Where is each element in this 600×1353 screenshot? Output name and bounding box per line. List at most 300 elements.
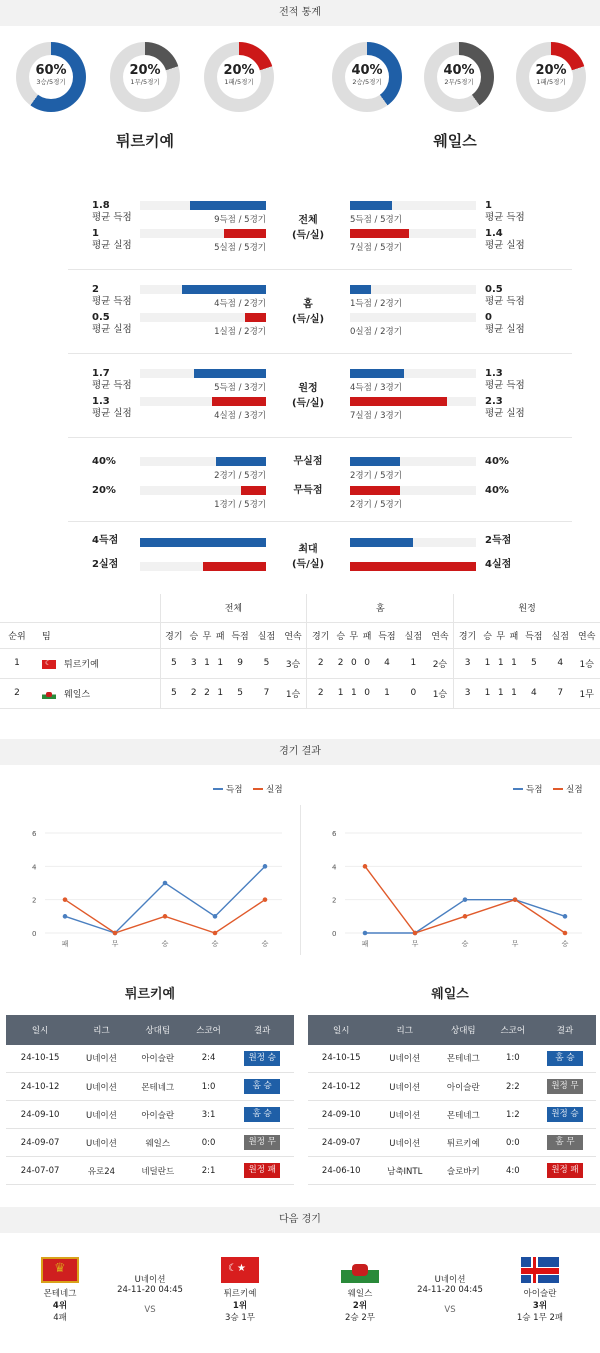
stat-cell: 1 bbox=[507, 678, 520, 708]
results-header: 결과 bbox=[534, 1015, 596, 1045]
result-badge: 원정 승 bbox=[244, 1051, 280, 1066]
column-header: 경기 bbox=[160, 622, 187, 648]
x-tick-label: 무 bbox=[111, 939, 119, 948]
donut-percent: 20% bbox=[129, 63, 161, 78]
y-tick-label: 4 bbox=[32, 862, 37, 871]
y-tick-label: 2 bbox=[32, 896, 37, 905]
left-bar-track bbox=[140, 313, 266, 322]
result-cell bbox=[230, 1073, 294, 1101]
result-opp: 웨일스 bbox=[129, 1129, 187, 1157]
team-flag-icon bbox=[221, 1257, 259, 1283]
result-date: 24-10-15 bbox=[308, 1045, 374, 1073]
stat-cell: 2 bbox=[187, 678, 200, 708]
x-tick-label: 무 bbox=[411, 939, 419, 948]
data-point bbox=[563, 914, 568, 919]
result-score: 1:0 bbox=[492, 1045, 534, 1073]
results-home-title: 튀르키예 bbox=[124, 986, 176, 1002]
results-header: 상대팀 bbox=[435, 1015, 492, 1045]
right-count: 4득점 / 3경기 bbox=[350, 383, 402, 393]
data-point bbox=[213, 930, 218, 935]
next-away-team: ☾★ 튀르키예 1위 3승 1무 bbox=[200, 1257, 280, 1323]
right-bar-track bbox=[350, 538, 476, 547]
results-header: 일시 bbox=[308, 1015, 374, 1045]
right-value: 1.3 평균 득점 bbox=[485, 368, 525, 391]
flag-icon bbox=[42, 660, 56, 669]
right-value: 40% bbox=[485, 456, 509, 467]
result-score: 3:1 bbox=[187, 1101, 231, 1129]
results-header: 상대팀 bbox=[129, 1015, 187, 1045]
data-point bbox=[363, 930, 368, 935]
team-header: 팀 bbox=[34, 622, 160, 648]
column-header: 실점 bbox=[547, 622, 573, 648]
column-header: 패 bbox=[214, 622, 227, 648]
column-header: 실점 bbox=[253, 622, 279, 648]
stat-cell: 3 bbox=[454, 678, 481, 708]
left-value: 40% bbox=[92, 456, 116, 467]
result-opp: 네덜란드 bbox=[129, 1157, 187, 1185]
result-badge: 원정 무 bbox=[244, 1135, 280, 1150]
stat-cell: 3 bbox=[454, 648, 481, 678]
flag-icon bbox=[42, 690, 56, 699]
result-score: 2:4 bbox=[187, 1045, 231, 1073]
left-bar-track bbox=[140, 538, 266, 547]
stat-cell: 1승 bbox=[427, 678, 454, 708]
donut-hole bbox=[217, 55, 261, 99]
left-bar-track bbox=[140, 457, 266, 466]
result-league: U네이션 bbox=[74, 1045, 129, 1073]
column-header: 득점 bbox=[374, 622, 400, 648]
left-value: 2실점 bbox=[92, 559, 119, 570]
result-league: U네이션 bbox=[74, 1101, 129, 1129]
right-value: 2득점 bbox=[485, 535, 512, 546]
right-value: 4실점 bbox=[485, 559, 512, 570]
result-opp: 슬로바키 bbox=[435, 1157, 492, 1185]
donut-chart bbox=[424, 42, 494, 112]
away-team-name: 웨일스 bbox=[433, 132, 477, 150]
donut-percent: 40% bbox=[443, 63, 475, 78]
result-cell bbox=[230, 1157, 294, 1185]
data-point bbox=[413, 930, 418, 935]
donut-chart bbox=[110, 42, 180, 112]
result-cell bbox=[230, 1101, 294, 1129]
stat-row bbox=[0, 485, 600, 513]
stat-group-label: 홈 (득/실) bbox=[291, 299, 325, 325]
right-bar-track bbox=[350, 313, 476, 322]
left-bar-fill bbox=[245, 313, 266, 322]
results-header: 스코어 bbox=[187, 1015, 231, 1045]
donut-percent: 60% bbox=[35, 63, 67, 78]
donut-subtext: 3승/5경기 bbox=[36, 78, 66, 86]
result-row bbox=[6, 1129, 294, 1157]
stat-cell: 1 bbox=[507, 648, 520, 678]
result-badge: 홈 승 bbox=[244, 1107, 280, 1122]
stat-cell: 2승 bbox=[427, 648, 454, 678]
result-league: U네이션 bbox=[374, 1073, 435, 1101]
left-bar-track bbox=[140, 285, 266, 294]
stat-block bbox=[0, 270, 600, 354]
donut-hole bbox=[437, 55, 481, 99]
stat-cell: 1 bbox=[374, 678, 400, 708]
result-date: 24-10-15 bbox=[6, 1045, 74, 1073]
x-tick-label: 무 bbox=[511, 939, 519, 948]
result-opp: 몬테네그 bbox=[435, 1101, 492, 1129]
donut-subtext: 2승/5경기 bbox=[352, 78, 382, 86]
stat-cell: 5 bbox=[160, 648, 187, 678]
result-badge: 원정 패 bbox=[244, 1163, 280, 1178]
right-value: 1 평균 득점 bbox=[485, 200, 525, 223]
results-header: 리그 bbox=[74, 1015, 129, 1045]
results-section-title: 경기 결과 bbox=[0, 739, 600, 765]
right-count: 1득점 / 2경기 bbox=[350, 299, 402, 309]
data-point bbox=[263, 897, 268, 902]
result-opp: 아이슬란 bbox=[129, 1045, 187, 1073]
left-bar-fill bbox=[182, 285, 266, 294]
stat-cell: 1 bbox=[214, 648, 227, 678]
group-header: 원정 bbox=[454, 594, 600, 622]
stat-cell: 3승 bbox=[280, 648, 307, 678]
standings-row bbox=[0, 648, 600, 678]
result-cell bbox=[534, 1073, 596, 1101]
team-names bbox=[0, 126, 600, 186]
column-header: 경기 bbox=[454, 622, 481, 648]
data-point bbox=[363, 864, 368, 869]
data-point bbox=[213, 914, 218, 919]
left-count: 5득점 / 3경기 bbox=[214, 383, 266, 393]
stat-cell: 5 bbox=[227, 678, 253, 708]
left-count: 2경기 / 5경기 bbox=[214, 471, 266, 481]
donut-chart bbox=[16, 42, 86, 112]
donut-chart bbox=[332, 42, 402, 112]
left-count: 4실점 / 3경기 bbox=[214, 411, 266, 421]
donut-chart bbox=[204, 42, 274, 112]
next-matches bbox=[0, 1233, 600, 1353]
data-point bbox=[63, 914, 68, 919]
right-bar-fill bbox=[350, 201, 392, 210]
result-opp: 튀르키예 bbox=[435, 1129, 492, 1157]
result-row bbox=[308, 1157, 596, 1185]
next-home-team: ♛ 몬테네그 4위 4패 bbox=[20, 1257, 100, 1323]
results-header-row bbox=[308, 1015, 596, 1045]
donut-hole bbox=[529, 55, 573, 99]
result-opp: 몬테네그 bbox=[435, 1045, 492, 1073]
donut-chart bbox=[516, 42, 586, 112]
next-section-title: 다음 경기 bbox=[0, 1207, 600, 1233]
column-header: 득점 bbox=[227, 622, 253, 648]
right-bar-fill bbox=[350, 457, 400, 466]
donut-subtext: 1패/5경기 bbox=[224, 78, 254, 86]
right-bar-fill bbox=[350, 229, 409, 238]
legend-home: 득점 실점 bbox=[205, 783, 283, 795]
right-value: 40% bbox=[485, 485, 509, 496]
results-header: 리그 bbox=[374, 1015, 435, 1045]
result-row bbox=[308, 1045, 596, 1073]
x-tick-label: 승 bbox=[211, 939, 219, 948]
next-match-info: U네이션 24-11-20 04:45 VS bbox=[117, 1274, 183, 1315]
results-header-row bbox=[6, 1015, 294, 1045]
right-count: 5득점 / 5경기 bbox=[350, 215, 402, 225]
y-tick-label: 6 bbox=[332, 829, 337, 838]
result-league: U네이션 bbox=[374, 1101, 435, 1129]
left-value: 0.5 평균 실점 bbox=[92, 312, 132, 335]
data-point bbox=[563, 930, 568, 935]
team-flag-icon bbox=[341, 1257, 379, 1283]
column-header: 연속 bbox=[280, 622, 307, 648]
stat-cell: 1 bbox=[400, 648, 426, 678]
column-header: 득점 bbox=[521, 622, 547, 648]
stat-cell: 1승 bbox=[280, 678, 307, 708]
stat-cell: 7 bbox=[547, 678, 573, 708]
right-bar-fill bbox=[350, 285, 371, 294]
column-header: 패 bbox=[361, 622, 374, 648]
result-row bbox=[308, 1129, 596, 1157]
home-results-chart bbox=[0, 805, 300, 975]
stat-cell: 1 bbox=[347, 678, 360, 708]
right-value: 0.5 평균 득점 bbox=[485, 284, 525, 307]
left-bar-track bbox=[140, 369, 266, 378]
donut-subtext: 1무/5경기 bbox=[130, 78, 160, 86]
stat-cell: 4 bbox=[521, 678, 547, 708]
left-bar-fill bbox=[194, 369, 266, 378]
column-header: 연속 bbox=[573, 622, 600, 648]
result-league: 남축INTL bbox=[374, 1157, 435, 1185]
right-bar-track bbox=[350, 201, 476, 210]
donut-subtext: 1패/5경기 bbox=[536, 78, 566, 86]
left-bar-track bbox=[140, 562, 266, 571]
result-row bbox=[6, 1101, 294, 1129]
result-row bbox=[308, 1101, 596, 1129]
left-value: 2 평균 득점 bbox=[92, 284, 132, 307]
right-bar-track bbox=[350, 562, 476, 571]
result-score: 2:1 bbox=[187, 1157, 231, 1185]
next-match-info: U네이션 24-11-20 04:45 VS bbox=[417, 1274, 483, 1315]
left-value: 4득점 bbox=[92, 535, 119, 546]
result-opp: 아이슬란 bbox=[129, 1101, 187, 1129]
data-point bbox=[163, 914, 168, 919]
team-flag-icon bbox=[41, 1257, 79, 1283]
stat-block bbox=[0, 186, 600, 270]
stat-cell: 0 bbox=[400, 678, 426, 708]
result-score: 1:2 bbox=[492, 1101, 534, 1129]
result-badge: 원정 패 bbox=[547, 1163, 583, 1178]
result-cell bbox=[230, 1045, 294, 1073]
stat-cell: 1 bbox=[481, 648, 494, 678]
next-away-team: 아이슬란 3위 1승 1무 2패 bbox=[500, 1257, 580, 1323]
stat-cell: 1 bbox=[481, 678, 494, 708]
result-league: U네이션 bbox=[74, 1129, 129, 1157]
x-tick-label: 승 bbox=[461, 939, 469, 948]
result-cell bbox=[534, 1129, 596, 1157]
y-tick-label: 6 bbox=[32, 829, 37, 838]
results-header: 결과 bbox=[230, 1015, 294, 1045]
data-point bbox=[463, 897, 468, 902]
team-cell: ☾ 튀르키예 bbox=[34, 648, 160, 678]
stat-cell: 4 bbox=[374, 648, 400, 678]
team-cell: 웨일스 bbox=[34, 678, 160, 708]
right-bar-track bbox=[350, 369, 476, 378]
stat-cell: 0 bbox=[361, 648, 374, 678]
stats-section-title: 전적 통계 bbox=[0, 0, 600, 26]
right-bar-fill bbox=[350, 369, 404, 378]
results-away-title: 웨일스 bbox=[431, 986, 469, 1002]
next-home-team: 웨일스 2위 2승 2무 bbox=[320, 1257, 400, 1323]
column-header: 승 bbox=[334, 622, 347, 648]
results-header: 일시 bbox=[6, 1015, 74, 1045]
group-header: 홈 bbox=[307, 594, 454, 622]
right-bar-track bbox=[350, 229, 476, 238]
result-badge: 원정 승 bbox=[547, 1107, 583, 1122]
donut-hole bbox=[345, 55, 389, 99]
stat-cell: 2 bbox=[200, 678, 213, 708]
stat-cell: 0 bbox=[361, 678, 374, 708]
stat-cell: 1 bbox=[200, 648, 213, 678]
result-date: 24-06-10 bbox=[308, 1157, 374, 1185]
stat-cell: 2 bbox=[334, 648, 347, 678]
group-header: 전체 bbox=[160, 594, 307, 622]
result-cell bbox=[534, 1101, 596, 1129]
result-score: 0:0 bbox=[187, 1129, 231, 1157]
stat-block bbox=[0, 354, 600, 438]
result-date: 24-09-10 bbox=[6, 1101, 74, 1129]
stat-cell: 1 bbox=[494, 648, 507, 678]
left-value: 1.3 평균 실점 bbox=[92, 396, 132, 419]
rank-header: 순위 bbox=[0, 622, 34, 648]
x-tick-label: 패 bbox=[61, 939, 69, 948]
result-row bbox=[6, 1073, 294, 1101]
left-value: 20% bbox=[92, 485, 116, 496]
team-flag-icon bbox=[521, 1257, 559, 1283]
donut-hole bbox=[123, 55, 167, 99]
x-tick-label: 승 bbox=[161, 939, 169, 948]
x-tick-label: 승 bbox=[261, 939, 269, 948]
left-bar-track bbox=[140, 486, 266, 495]
results-area bbox=[0, 765, 600, 1195]
standings-table bbox=[0, 594, 600, 709]
away-results-table bbox=[308, 1015, 596, 1186]
stat-cell: 3 bbox=[187, 648, 200, 678]
max-group-label: 최대 (득/실) bbox=[291, 544, 325, 570]
column-header: 승 bbox=[481, 622, 494, 648]
left-count: 4득점 / 2경기 bbox=[214, 299, 266, 309]
result-score: 2:2 bbox=[492, 1073, 534, 1101]
right-bar-track bbox=[350, 457, 476, 466]
stat-cell: 9 bbox=[227, 648, 253, 678]
result-league: U네이션 bbox=[74, 1073, 129, 1101]
result-date: 24-10-12 bbox=[308, 1073, 374, 1101]
right-count: 7실점 / 3경기 bbox=[350, 411, 402, 421]
legend-away: 득점 실점 bbox=[505, 783, 583, 795]
data-point bbox=[63, 897, 68, 902]
result-league: U네이션 bbox=[374, 1045, 435, 1073]
left-count: 1실점 / 2경기 bbox=[214, 327, 266, 337]
column-header: 경기 bbox=[307, 622, 334, 648]
column-header: 무 bbox=[200, 622, 213, 648]
left-bar-fill bbox=[203, 562, 266, 571]
result-badge: 홈 무 bbox=[547, 1135, 583, 1150]
column-header: 무 bbox=[494, 622, 507, 648]
result-date: 24-09-07 bbox=[308, 1129, 374, 1157]
left-bar-fill bbox=[212, 397, 266, 406]
left-bar-fill bbox=[241, 486, 266, 495]
stat-cell: 5 bbox=[160, 678, 187, 708]
donut-percent: 40% bbox=[351, 63, 383, 78]
left-bar-fill bbox=[190, 201, 266, 210]
right-bar-fill bbox=[350, 486, 400, 495]
left-value: 1.7 평균 득점 bbox=[92, 368, 132, 391]
away-results-chart bbox=[300, 805, 600, 975]
data-point bbox=[263, 864, 268, 869]
clean-label: 무실점 bbox=[293, 456, 323, 467]
home-results-table bbox=[6, 1015, 294, 1186]
result-row bbox=[308, 1073, 596, 1101]
result-badge: 홈 승 bbox=[244, 1079, 280, 1094]
data-point bbox=[463, 914, 468, 919]
left-bar-track bbox=[140, 397, 266, 406]
y-tick-label: 0 bbox=[32, 929, 37, 938]
result-date: 24-09-10 bbox=[308, 1101, 374, 1129]
right-bar-track bbox=[350, 397, 476, 406]
y-tick-label: 2 bbox=[332, 896, 337, 905]
column-header: 연속 bbox=[427, 622, 454, 648]
result-league: U네이션 bbox=[374, 1129, 435, 1157]
result-date: 24-07-07 bbox=[6, 1157, 74, 1185]
left-bar-fill bbox=[224, 229, 266, 238]
stat-cell: 5 bbox=[521, 648, 547, 678]
right-count: 2경기 / 5경기 bbox=[350, 500, 402, 510]
clean-label: 무득점 bbox=[293, 485, 323, 496]
right-bar-track bbox=[350, 285, 476, 294]
left-bar-track bbox=[140, 201, 266, 210]
data-point bbox=[513, 897, 518, 902]
result-league: 유로24 bbox=[74, 1157, 129, 1185]
right-count: 2경기 / 5경기 bbox=[350, 471, 402, 481]
right-bar-fill bbox=[350, 397, 447, 406]
result-opp: 아이슬란 bbox=[435, 1073, 492, 1101]
stat-cell: 1승 bbox=[573, 648, 600, 678]
left-bar-track bbox=[140, 229, 266, 238]
stat-row bbox=[0, 456, 600, 484]
result-date: 24-10-12 bbox=[6, 1073, 74, 1101]
result-opp: 몬테네그 bbox=[129, 1073, 187, 1101]
right-bar-track bbox=[350, 486, 476, 495]
result-row bbox=[6, 1157, 294, 1185]
y-tick-label: 4 bbox=[332, 862, 337, 871]
data-point bbox=[163, 880, 168, 885]
standings-row bbox=[0, 678, 600, 708]
left-value: 1.8 평균 득점 bbox=[92, 200, 132, 223]
stat-cell: 1무 bbox=[573, 678, 600, 708]
right-count: 7실점 / 5경기 bbox=[350, 243, 402, 253]
right-value: 2.3 평균 실점 bbox=[485, 396, 525, 419]
right-bar-fill bbox=[350, 538, 413, 547]
left-bar-fill bbox=[216, 457, 266, 466]
donut-percent: 20% bbox=[535, 63, 567, 78]
results-header: 스코어 bbox=[492, 1015, 534, 1045]
column-header: 승 bbox=[187, 622, 200, 648]
stat-block bbox=[0, 438, 600, 522]
result-cell bbox=[230, 1129, 294, 1157]
stat-cell: 2 bbox=[307, 648, 334, 678]
result-date: 24-09-07 bbox=[6, 1129, 74, 1157]
result-badge: 홈 승 bbox=[547, 1051, 583, 1066]
home-team-name: 튀르키예 bbox=[116, 132, 174, 150]
stat-cell: 1 bbox=[214, 678, 227, 708]
x-tick-label: 패 bbox=[361, 939, 369, 948]
donut-row bbox=[0, 26, 600, 126]
column-header: 패 bbox=[507, 622, 520, 648]
result-score: 1:0 bbox=[187, 1073, 231, 1101]
stat-cell: 0 bbox=[347, 648, 360, 678]
stat-cell: 5 bbox=[253, 648, 279, 678]
